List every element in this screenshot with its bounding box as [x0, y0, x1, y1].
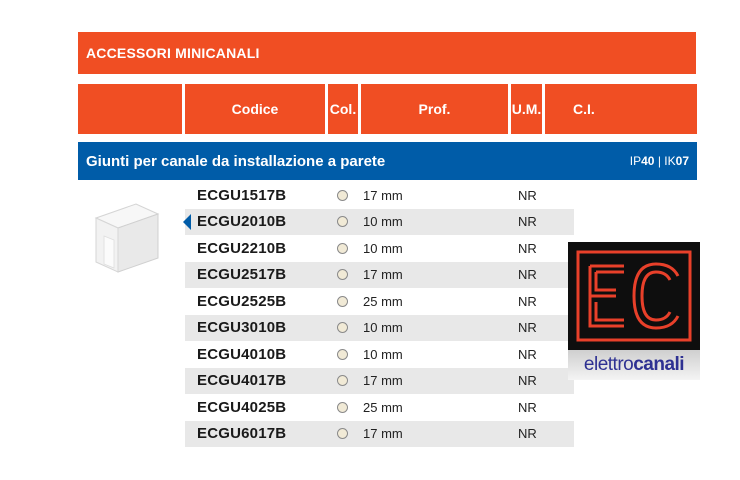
- unit-of-measure: NR: [518, 320, 537, 336]
- table-row: [185, 421, 574, 448]
- product-depth: 17 mm: [363, 187, 403, 203]
- table-row: [185, 341, 574, 368]
- product-code: ECGU2010B: [197, 213, 287, 231]
- joint-product-image: [92, 196, 162, 276]
- product-depth: 25 mm: [363, 399, 403, 415]
- color-swatch-icon: [337, 243, 348, 254]
- product-code: ECGU4017B: [197, 372, 287, 390]
- table-row: [185, 262, 574, 289]
- table-row: [185, 209, 574, 236]
- product-depth: 10 mm: [363, 346, 403, 362]
- product-code: ECGU2210B: [197, 239, 287, 257]
- product-code: ECGU4025B: [197, 398, 287, 416]
- product-code: ECGU2517B: [197, 266, 287, 284]
- ec-logo-mark: [568, 242, 700, 350]
- banner-title: ACCESSORI MINICANALI: [86, 45, 260, 61]
- product-code: ECGU3010B: [197, 319, 287, 337]
- table-row: [185, 315, 574, 342]
- product-table: [185, 182, 574, 447]
- table-row: [185, 182, 574, 209]
- product-depth: 17 mm: [363, 426, 403, 442]
- unit-of-measure: NR: [518, 346, 537, 362]
- color-swatch-icon: [337, 349, 348, 360]
- row-marker-icon: [183, 214, 191, 230]
- color-swatch-icon: [337, 190, 348, 201]
- elettrocanali-logo: [568, 242, 700, 380]
- header-um: U.M.: [511, 84, 542, 134]
- section-header: [78, 142, 697, 180]
- header-prof: Prof.: [361, 84, 508, 134]
- unit-of-measure: NR: [518, 240, 537, 256]
- product-code: ECGU4010B: [197, 345, 287, 363]
- unit-of-measure: NR: [518, 267, 537, 283]
- color-swatch-icon: [337, 428, 348, 439]
- color-swatch-icon: [337, 322, 348, 333]
- protection-rating: IP40 | IK07: [629, 154, 689, 168]
- unit-of-measure: NR: [518, 214, 537, 230]
- logo-wordmark: elettro canali: [568, 350, 700, 380]
- header-codice: Codice: [185, 84, 325, 134]
- color-swatch-icon: [337, 402, 348, 413]
- table-row: [185, 394, 574, 421]
- product-code: ECGU1517B: [197, 186, 287, 204]
- product-code: ECGU6017B: [197, 425, 287, 443]
- unit-of-measure: NR: [518, 187, 537, 203]
- color-swatch-icon: [337, 216, 348, 227]
- product-depth: 10 mm: [363, 214, 403, 230]
- catalog-banner: [78, 32, 696, 74]
- product-depth: 17 mm: [363, 373, 403, 389]
- color-swatch-icon: [337, 269, 348, 280]
- section-title: Giunti per canale da installazione a parete: [86, 152, 386, 170]
- unit-of-measure: NR: [518, 426, 537, 442]
- header-col: Col.: [328, 84, 358, 134]
- unit-of-measure: NR: [518, 293, 537, 309]
- table-row: [185, 235, 574, 262]
- table-row: [185, 288, 574, 315]
- product-depth: 10 mm: [363, 240, 403, 256]
- header-image-column: [78, 84, 182, 134]
- product-code: ECGU2525B: [197, 292, 287, 310]
- color-swatch-icon: [337, 375, 348, 386]
- product-depth: 17 mm: [363, 267, 403, 283]
- unit-of-measure: NR: [518, 399, 537, 415]
- unit-of-measure: NR: [518, 373, 537, 389]
- color-swatch-icon: [337, 296, 348, 307]
- product-depth: 10 mm: [363, 320, 403, 336]
- table-row: [185, 368, 574, 395]
- header-ci: C.I.: [545, 84, 697, 134]
- product-depth: 25 mm: [363, 293, 403, 309]
